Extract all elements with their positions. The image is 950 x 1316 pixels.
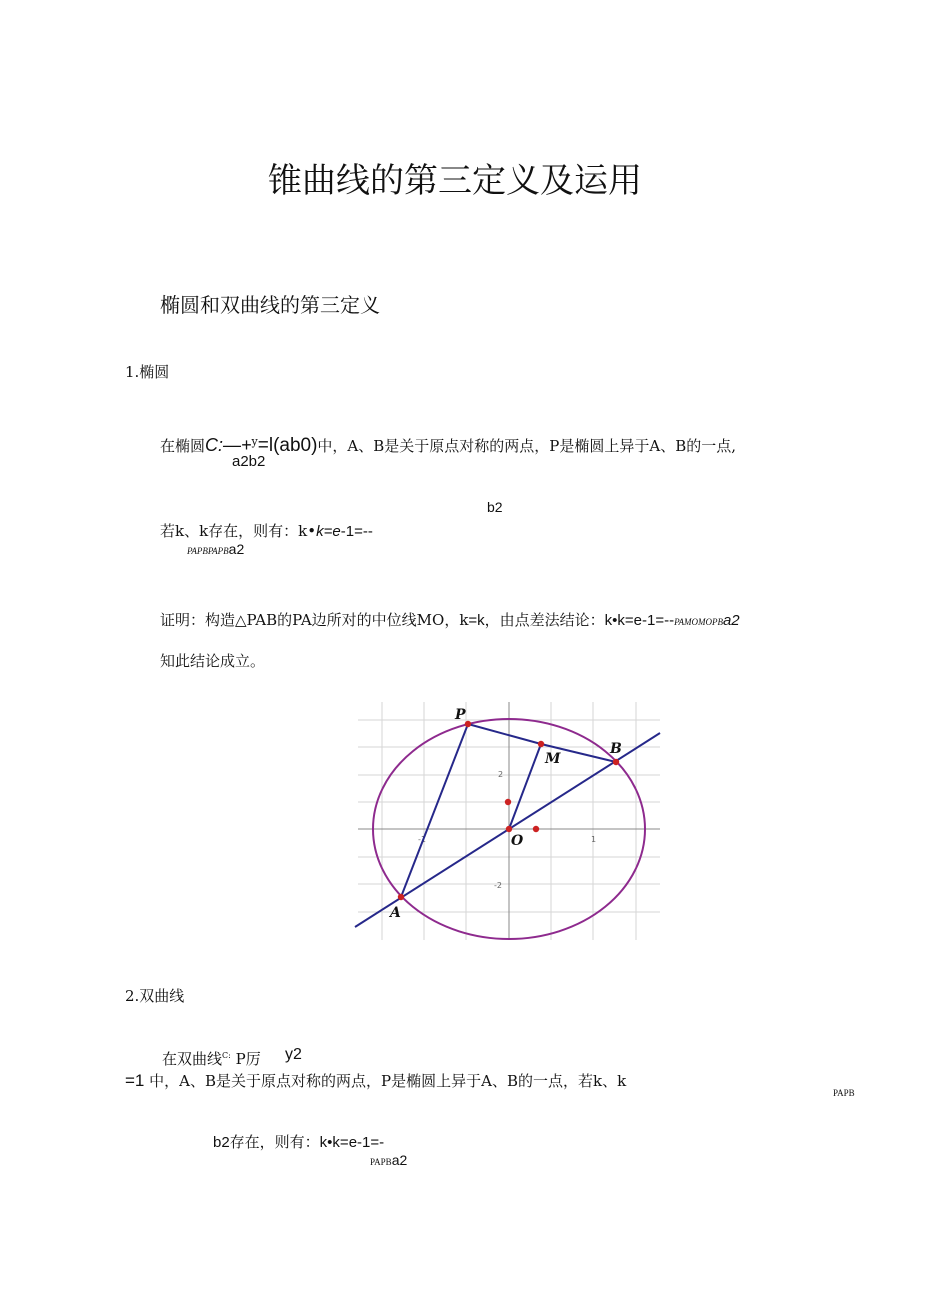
point-focus-right: [533, 826, 539, 832]
ellipse-subscripts: [187, 539, 244, 558]
hyperbola-c: C:: [222, 1051, 231, 1060]
ellipse-sub-a2: a2: [228, 541, 245, 557]
ellipse-formula-sup: y: [251, 435, 258, 448]
point-focus-top: [505, 799, 511, 805]
ellipse-result-k: k: [316, 523, 324, 540]
ellipse-denominators: a2b2: [232, 453, 266, 470]
figure-axes: [358, 702, 660, 940]
ellipse-figure: [350, 700, 665, 945]
ellipse-b2: b2: [487, 499, 503, 515]
label-m: M: [545, 751, 561, 767]
point-m: [538, 741, 544, 747]
tick-label-neg1: -1: [418, 835, 426, 844]
hyperbola-subscripts: [370, 1150, 407, 1169]
point-a: [398, 894, 404, 900]
label-o: O: [511, 833, 524, 849]
proof-sub: PAMOMOPB: [674, 617, 723, 627]
hyperbola-result-prefix: b2存在，则有：k•k=e: [213, 1134, 358, 1151]
hyperbola-rest: 中，A、B是关于原点对称的两点，P是椭圆上异于A、B的一点，若k、k: [149, 1072, 627, 1090]
hyperbola-sub-a2: a2: [391, 1152, 408, 1168]
ellipse-result-tail: -1=--: [340, 523, 373, 540]
section-ellipse-label: 1.椭圆: [125, 363, 170, 381]
label-p: P: [455, 707, 466, 723]
ellipse-result-prefix: 若k、k存在，则有：k•: [160, 522, 317, 540]
point-p: [465, 721, 471, 727]
ellipse-formula: C:—+: [205, 435, 252, 455]
ellipse-line1-rest: 中，A、B是关于原点对称的两点，P是椭圆上异于A、B的一点,: [317, 437, 736, 455]
hyperbola-y2: y2: [285, 1046, 302, 1063]
ellipse-sub-papb: PAPBPAPB: [187, 546, 229, 556]
hyperbola-sub-papb: PAPB: [370, 1157, 392, 1167]
hyperbola-eq: =1: [125, 1071, 145, 1090]
section-hyperbola-label: 2.双曲线: [125, 987, 185, 1005]
proof-conclusion: 知此结论成立。: [160, 652, 266, 670]
label-b: B: [610, 741, 622, 757]
proof-a2: a2: [722, 612, 740, 629]
hyperbola-prefix: 在双曲线: [162, 1050, 223, 1068]
point-o: [506, 826, 512, 832]
tick-label-neg2: -2: [494, 881, 502, 890]
section-heading: 椭圆和双曲线的第三定义: [160, 293, 380, 317]
hyperbola-result: [213, 1131, 384, 1152]
line-pa: [401, 724, 468, 897]
ellipse-result: [160, 520, 373, 541]
line-mo: [509, 744, 541, 829]
proof-mid: =k，由点差法结论：k•k=e: [468, 612, 643, 629]
page-title: 锥曲线的第三定义及运用: [268, 161, 642, 201]
point-b: [613, 759, 619, 765]
proof-text: [160, 609, 740, 630]
tick-label-2: 2: [498, 770, 504, 779]
ellipse-result-eq: =e: [323, 523, 341, 540]
hyperbola-line2: [125, 1070, 626, 1091]
hyperbola-result-tail: -1=-: [357, 1134, 385, 1151]
tick-label-1: 1: [591, 835, 597, 844]
hyperbola-line1: [162, 1048, 261, 1069]
ellipse-formula-tail: =l(ab0): [257, 435, 318, 456]
label-a: A: [390, 905, 401, 921]
hyperbola-papb: PAPB: [833, 1088, 855, 1098]
hyperbola-mid: P厉: [235, 1050, 261, 1068]
proof-tail: -1=--: [642, 612, 675, 629]
proof-prefix: 证明：构造△PAB的PA边所对的中位线MO，k: [160, 611, 469, 629]
ellipse-line1-prefix: 在椭圆: [160, 437, 206, 455]
